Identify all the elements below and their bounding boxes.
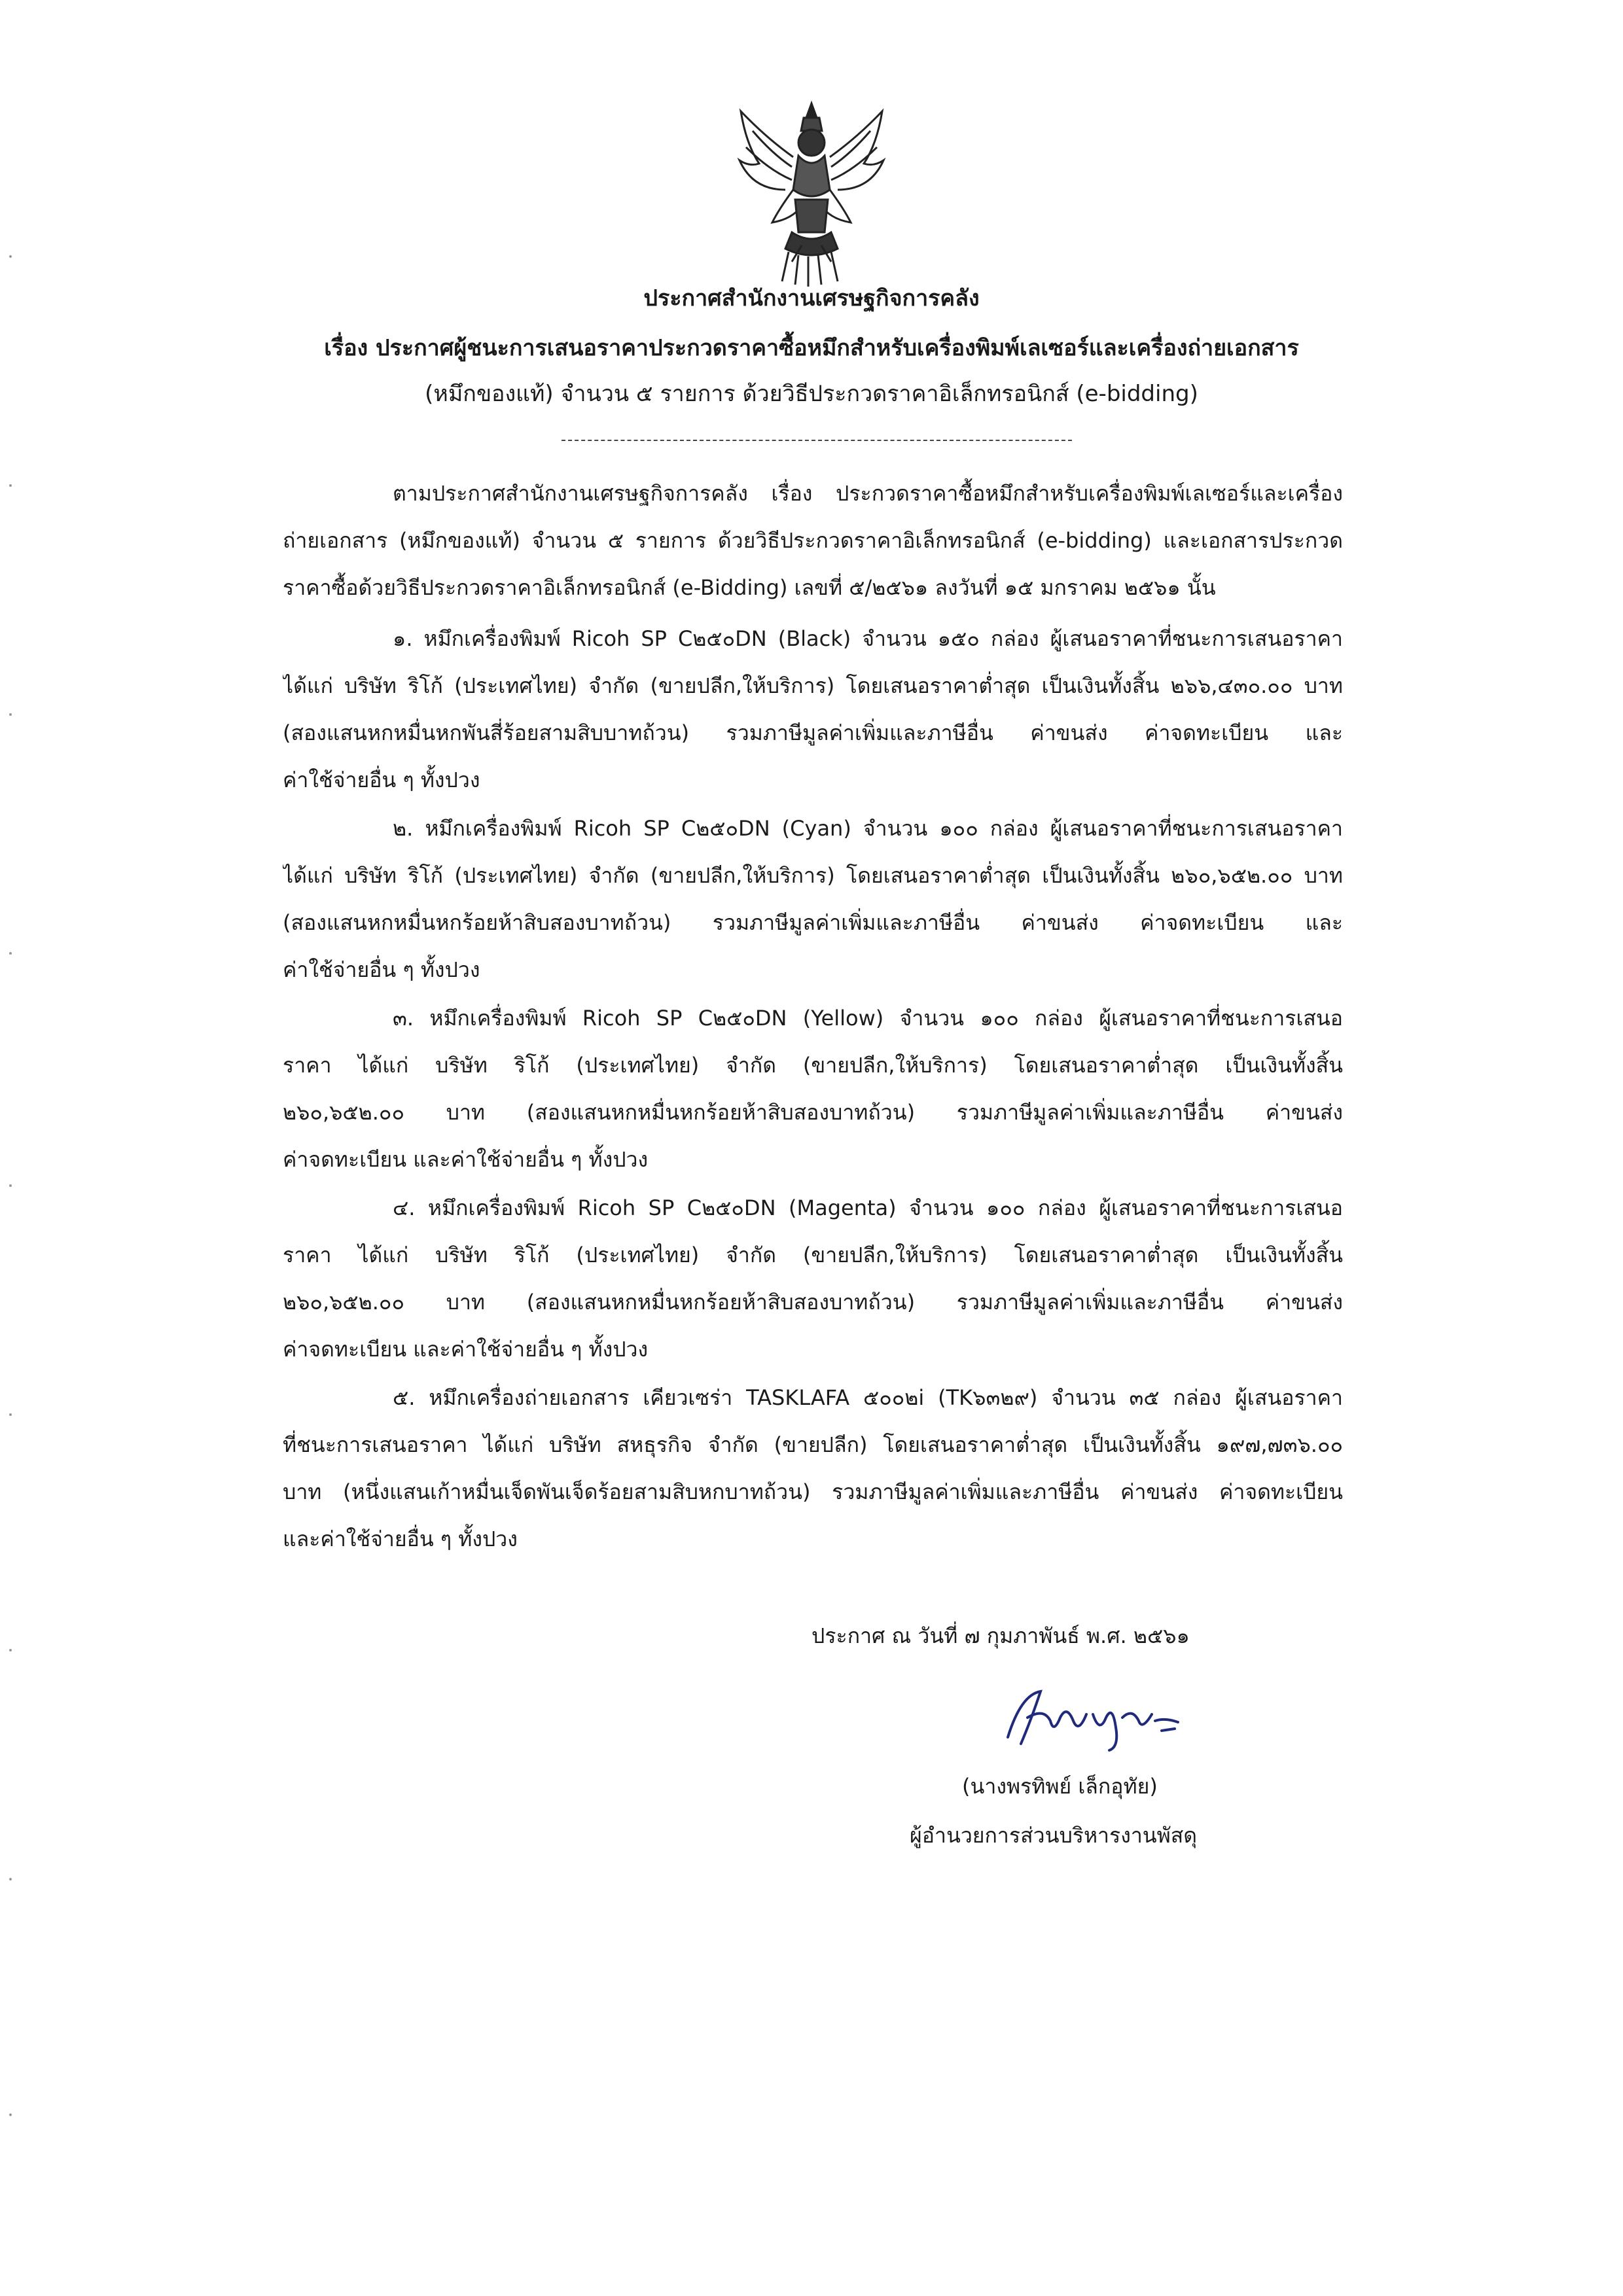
item-line: ราคา ได้แก่ บริษัท ริโก้ (ประเทศไทย) จำกัด (ขายปลีก,ให้บริการ) โดยเสนอราคาต่ำสุด เป็นเงินทั้งสิ้น <box>283 1053 1343 1078</box>
item-line: (สองแสนหกหมื่นหกพันสี่ร้อยสามสิบบาทถ้วน) รวมภาษีมูลค่าเพิ่มและภาษีอื่น ค่าขนส่ง ค่าจดทะเบียน และ <box>283 720 1343 745</box>
signer-name: (นางพรทิพย์ เล็กอุทัย) <box>962 1774 1158 1799</box>
scan-speck <box>9 255 12 258</box>
announcement-subject-line1: เรื่อง ประกาศผู้ชนะการเสนอราคาประกวดราคาซื้อหมึกสำหรับเครื่องพิมพ์เลเซอร์และเครื่องถ่ายเอกสาร <box>324 335 1299 361</box>
scan-speck <box>9 713 12 716</box>
item-line: (สองแสนหกหมื่นหกร้อยห้าสิบสองบาทถ้วน) รวมภาษีมูลค่าเพิ่มและภาษีอื่น ค่าขนส่ง ค่าจดทะเบียน และ <box>283 910 1343 935</box>
item-2 <box>283 805 1343 993</box>
scan-speck <box>9 1184 12 1187</box>
announcement-title: ประกาศสำนักงานเศรษฐกิจการคลัง <box>643 285 980 311</box>
signature-icon <box>995 1682 1191 1754</box>
item-line: ที่ชนะการเสนอราคา ได้แก่ บริษัท สหธุรกิจ จำกัด (ขายปลีก) โดยเสนอราคาต่ำสุด เป็นเงินทั้งสิ้น ๑๙๗,๗๓๖.๐๐ <box>283 1432 1343 1457</box>
item-3 <box>283 995 1343 1183</box>
intro-paragraph <box>283 470 1343 611</box>
scan-speck <box>9 1413 12 1416</box>
item-1 <box>283 615 1343 804</box>
announcement-subject-line2: (หมึกของแท้) จำนวน ๕ รายการ ด้วยวิธีประกวดราคาอิเล็กทรอนิกส์ (e-bidding) <box>425 381 1198 407</box>
item-line: ๒๖๐,๖๕๒.๐๐ บาท (สองแสนหกหมื่นหกร้อยห้าสิบสองบาทถ้วน) รวมภาษีมูลค่าเพิ่มและภาษีอื่น ค่าขนส่ง <box>283 1100 1343 1125</box>
item-line: ๑. หมึกเครื่องพิมพ์ Ricoh SP C๒๕๐DN (Black) จำนวน ๑๕๐ กล่อง ผู้เสนอราคาที่ชนะการเสนอราคา <box>393 626 1343 651</box>
item-line: ๒๖๐,๖๕๒.๐๐ บาท (สองแสนหกหมื่นหกร้อยห้าสิบสองบาทถ้วน) รวมภาษีมูลค่าเพิ่มและภาษีอื่น ค่าขนส่ง <box>283 1290 1343 1315</box>
item-line: ๕. หมึกเครื่องถ่ายเอกสาร เคียวเซร่า TASKLAFA ๕๐๐๒i (TK๖๓๒๙) จำนวน ๓๕ กล่อง ผู้เสนอราคา <box>393 1385 1343 1410</box>
signer-title: ผู้อำนวยการส่วนบริหารงานพัสดุ <box>910 1823 1198 1848</box>
item-line: ๓. หมึกเครื่องพิมพ์ Ricoh SP C๒๕๐DN (Yellow) จำนวน ๑๐๐ กล่อง ผู้เสนอราคาที่ชนะการเสนอ <box>393 1006 1343 1031</box>
scan-speck <box>9 2113 12 2116</box>
item-line: ได้แก่ บริษัท ริโก้ (ประเทศไทย) จำกัด (ขายปลีก,ให้บริการ) โดยเสนอราคาต่ำสุด เป็นเงินทั้งสิ้น ๒๖๖,๔๓๐.๐๐ บาท <box>283 673 1343 698</box>
item-5 <box>283 1374 1343 1563</box>
item-line: ได้แก่ บริษัท ริโก้ (ประเทศไทย) จำกัด (ขายปลีก,ให้บริการ) โดยเสนอราคาต่ำสุด เป็นเงินทั้งสิ้น ๒๖๐,๖๕๒.๐๐ บาท <box>283 863 1343 888</box>
item-line: ค่าจดทะเบียน และค่าใช้จ่ายอื่น ๆ ทั้งปวง <box>283 1337 649 1362</box>
item-4 <box>283 1184 1343 1373</box>
item-line: ค่าใช้จ่ายอื่น ๆ ทั้งปวง <box>283 768 480 792</box>
item-line: และค่าใช้จ่ายอื่น ๆ ทั้งปวง <box>283 1527 518 1551</box>
announcement-date: ประกาศ ณ วันที่ ๗ กุมภาพันธ์ พ.ศ. ๒๕๖๑ <box>812 1623 1190 1648</box>
heading-divider <box>562 440 1072 441</box>
scan-speck <box>9 952 12 955</box>
scan-speck <box>9 1649 12 1651</box>
item-line: ๒. หมึกเครื่องพิมพ์ Ricoh SP C๒๕๐DN (Cyan) จำนวน ๑๐๐ กล่อง ผู้เสนอราคาที่ชนะการเสนอราคา <box>393 816 1343 841</box>
intro-line: ราคาซื้อด้วยวิธีประกวดราคาอิเล็กทรอนิกส์ (e-Bidding) เลขที่ ๕/๒๕๖๑ ลงวันที่ ๑๕ มกราคม ๒๕๖๑ นั้น <box>283 575 1216 600</box>
garuda-emblem-icon <box>726 92 897 294</box>
scan-speck <box>9 1878 12 1881</box>
intro-line: ตามประกาศสำนักงานเศรษฐกิจการคลัง เรื่อง ประกวดราคาซื้อหมึกสำหรับเครื่องพิมพ์เลเซอร์และเครื่อง <box>393 481 1343 506</box>
item-line: ค่าจดทะเบียน และค่าใช้จ่ายอื่น ๆ ทั้งปวง <box>283 1147 649 1172</box>
item-line: ๔. หมึกเครื่องพิมพ์ Ricoh SP C๒๕๐DN (Magenta) จำนวน ๑๐๐ กล่อง ผู้เสนอราคาที่ชนะการเสนอ <box>393 1195 1343 1220</box>
item-line: ราคา ได้แก่ บริษัท ริโก้ (ประเทศไทย) จำกัด (ขายปลีก,ให้บริการ) โดยเสนอราคาต่ำสุด เป็นเงินทั้งสิ้น <box>283 1243 1343 1267</box>
intro-line: ถ่ายเอกสาร (หมึกของแท้) จำนวน ๕ รายการ ด้วยวิธีประกวดราคาอิเล็กทรอนิกส์ (e-bidding) และเอกสารประกวด <box>283 528 1343 553</box>
item-line: ค่าใช้จ่ายอื่น ๆ ทั้งปวง <box>283 957 480 982</box>
item-line: บาท (หนึ่งแสนเก้าหมื่นเจ็ดพันเจ็ดร้อยสามสิบหกบาทถ้วน) รวมภาษีมูลค่าเพิ่มและภาษีอื่น ค่าขนส่ง ค่าจดทะเบียน <box>283 1479 1343 1504</box>
scan-speck <box>9 484 12 487</box>
